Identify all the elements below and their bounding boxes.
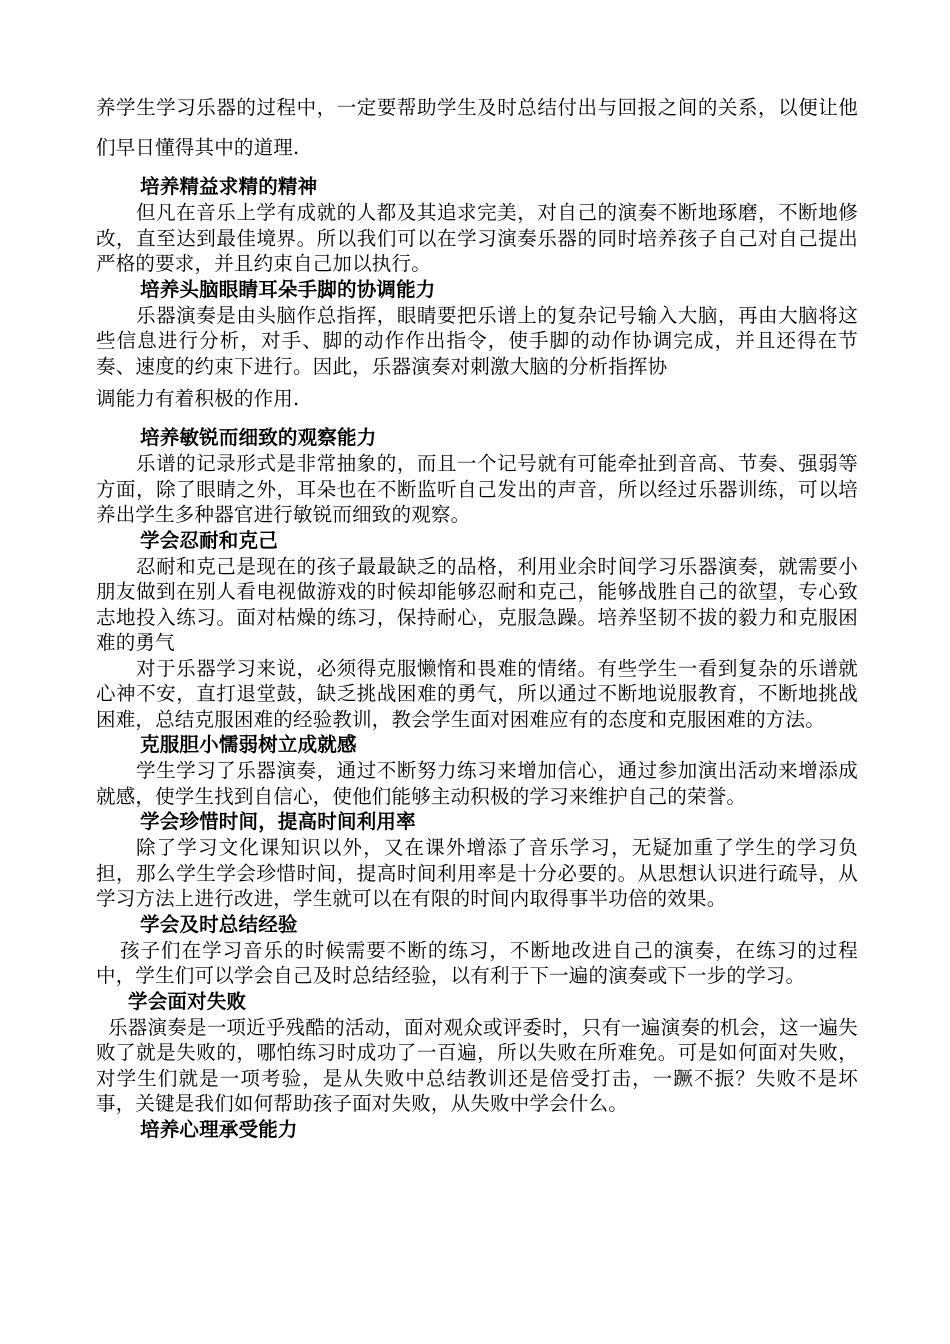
paragraph-pursue-excellence: 但凡在音乐上学有成就的人都及其追求完美，对自己的演奏不断地琢磨，不断地修改，直至达到最佳境界。所以我们可以在学习演奏乐器的同时培养孩子自己对自己提出严格的要求，并且约束自己加以执行。 bbox=[96, 201, 858, 275]
paragraph-overcome-difficulty: 对于乐器学习来说，必须得克服懒惰和畏难的情绪。有些学生一看到复杂的乐谱就心神不安，直打退堂鼓，缺乏挑战困难的勇气，所以通过不断地说服教育，不断地挑战困难，总结克服困难的经验教训，教会学生面对困难应有的态度和克服困难的方法。 bbox=[96, 656, 858, 731]
heading-observation: 培养敏锐而细致的观察能力 bbox=[140, 426, 377, 449]
paragraph-summarize: 孩子们在学习音乐的时候需要不断的练习，不断地改进自己的演奏，在练习的过程中，学生们可以学会自己及时总结经验，以有利于下一遍的演奏或下一步的学习。 bbox=[96, 938, 858, 987]
heading-failure: 学会面对失败 bbox=[128, 989, 247, 1013]
heading-time: 学会珍惜时间，提高时间利用率 bbox=[140, 810, 416, 833]
heading-coordination: 培养头脑眼睛耳朵手脚的协调能力 bbox=[140, 277, 436, 301]
heading-summarize: 学会及时总结经验 bbox=[140, 912, 298, 936]
paragraph-time: 除了学习文化课知识以外，又在课外增添了音乐学习，无疑加重了学生的学习负担，那么学生学会珍惜时间，提高时间利用率是十分必要的。从思想认识进行疏导，从学习方法上进行改进，学生就可以在有限的时间内取得事半功倍的效果。 bbox=[96, 836, 858, 910]
paragraph-failure: 乐器演奏是一项近乎残酷的活动，面对观众或评委时，只有一遍演奏的机会，这一遍失败了就是失败的，哪怕练习时成功了一百遍，所以失败在所难免。可是如何面对失败，对学生们就是一项考验，是从失败中总结教训还是倍受打击，一蹶不振？失败不是坏事，关键是我们如何帮助孩子面对失败，从失败中学会什么。 bbox=[96, 1015, 858, 1115]
paragraph-patience: 忍耐和克己是现在的孩子最最缺乏的品格，利用业余时间学习乐器演奏，就需要小朋友做到在别人看电视做游戏的时候却能够忍耐和克己，能够战胜自己的欲望，专心致志地投入练习。面对枯燥的练习，保持耐心，克服急躁。培养坚韧不拔的毅力和克服困难的勇气 bbox=[96, 554, 858, 654]
heading-psychology: 培养心理承受能力 bbox=[140, 1117, 298, 1141]
paragraph-coordination-end: 调能力有着积极的作用. bbox=[96, 387, 300, 410]
heading-pursue-excellence: 培养精益求精的精神 bbox=[140, 175, 318, 198]
paragraph-coordination: 乐器演奏是由头脑作总指挥，眼睛要把乐谱上的复杂记号输入大脑，再由大脑将这些信息进行分析，对手、脚的动作作出指令，使手脚的动作协调完成，并且还得在节奏、速度的约束下进行。因此，乐器演奏对刺激大脑的分析指挥协 bbox=[96, 303, 858, 378]
paragraph-intro: 养学生学习乐器的过程中，一定要帮助学生及时总结付出与回报之间的关系，以便让他们早日懂得其中的道理. bbox=[96, 96, 858, 159]
document-page bbox=[96, 88, 858, 1143]
paragraph-observation: 乐谱的记录形式是非常抽象的，而且一个记号就有可能牵扯到音高、节奏、强弱等方面，除了眼睛之外，耳朵也在不断监听自己发出的声音，所以经过乐器训练，可以培养出学生多种器官进行敏锐而细致的观察。 bbox=[96, 452, 858, 526]
heading-achievement: 克服胆小懦弱树立成就感 bbox=[140, 733, 357, 756]
heading-patience: 学会忍耐和克己 bbox=[140, 528, 278, 552]
paragraph-achievement: 学生学习了乐器演奏，通过不断努力练习来增加信心，通过参加演出活动来增添成就感，使学生找到自信心，使他们能够主动积极的学习来维护自己的荣誉。 bbox=[96, 759, 858, 808]
